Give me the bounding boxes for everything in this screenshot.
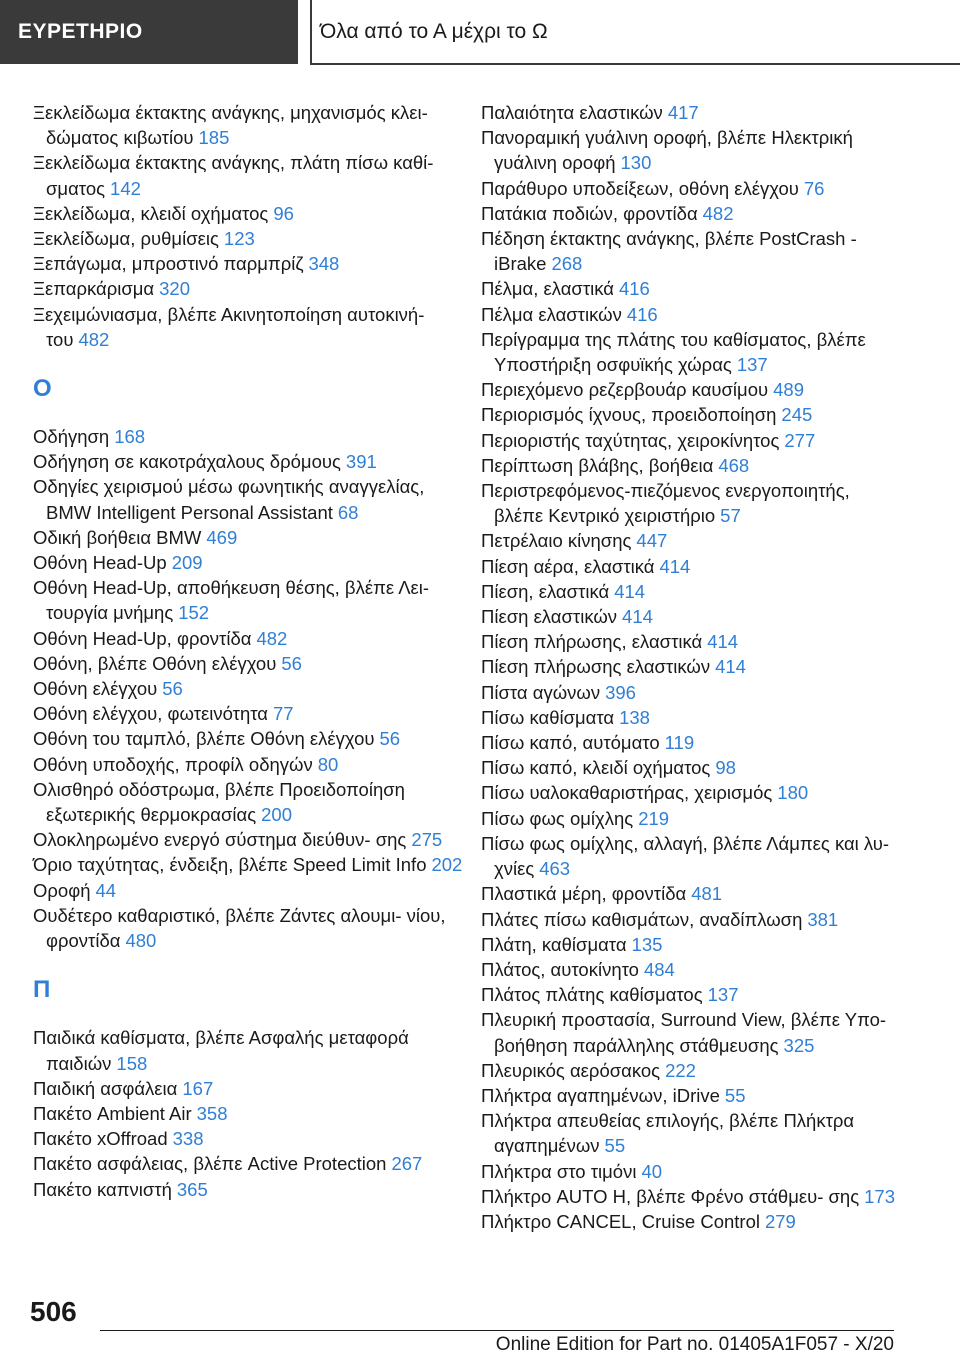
index-entry-text: Οθόνη Head-Up	[33, 552, 167, 574]
index-entry-page-link[interactable]: 414	[622, 606, 653, 628]
index-entry-text: Πατάκια ποδιών, φροντίδα	[481, 202, 698, 224]
index-entry-text: Ξεκλείδωμα έκτακτης ανάγκης, μηχανισμός κλει- δώματος κιβωτίου	[33, 102, 428, 149]
index-entry-text: Οθόνη ελέγχου, φωτεινότητα	[33, 703, 268, 725]
index-entry	[481, 1184, 901, 1209]
index-entry-page-link[interactable]: 481	[691, 883, 723, 905]
index-entry-text: Παράθυρο υποδείξεων, οθόνη ελέγχου	[481, 177, 799, 199]
index-entry-text: Πλάτη, καθίσματα	[481, 933, 627, 955]
index-entry	[481, 1083, 901, 1108]
index-entry-page-link[interactable]: 135	[631, 933, 663, 955]
footer-rule	[100, 1330, 894, 1331]
index-entry	[481, 982, 901, 1007]
index-entry-page-link[interactable]: 277	[784, 429, 816, 451]
index-entry-text: Οροφή	[33, 879, 91, 901]
index-entry-page-link[interactable]: 338	[172, 1128, 204, 1150]
index-entry	[481, 528, 901, 553]
index-entry-text: Πλάτος, αυτοκίνητο	[481, 958, 639, 980]
index-entry-text: Ουδέτερο καθαριστικό, βλέπε Ζάντες αλουμι- νίου, φροντίδα	[33, 904, 446, 952]
index-entry-text: Πίεση ελαστικών	[481, 606, 618, 628]
index-entry-text: Πακέτο καπνιστή	[33, 1178, 172, 1200]
index-entry-text: Οδήγηση σε κακοτράχαλους δρόμους	[33, 451, 341, 473]
index-entry	[33, 150, 463, 200]
index-column-right	[481, 100, 901, 1234]
index-entry-text: Ξεκλείδωμα, ρυθμίσεις	[33, 228, 219, 250]
index-entry-page-link[interactable]: 358	[196, 1102, 228, 1124]
index-entry-page-link[interactable]: 96	[273, 202, 294, 224]
index-entry	[33, 276, 463, 301]
index-entry-text: Πέλμα ελαστικών	[481, 303, 622, 325]
index-entry-text: Πέλμα, ελαστικά	[481, 278, 614, 300]
index-entry-text: Πλάτες πίσω καθισμάτων, αναδίπλωση	[481, 908, 803, 930]
index-entry-text: Πίσω υαλοκαθαριστήρας, χειρισμός	[481, 782, 773, 804]
index-entry	[481, 226, 901, 276]
index-entry-text: Πίσω καπό, αυτόματο	[481, 732, 660, 754]
index-entry	[33, 100, 463, 150]
index-entry	[481, 478, 901, 528]
index-entry-text: Πίστα αγώνων	[481, 681, 601, 703]
index-entry	[481, 881, 901, 906]
index-entry	[481, 907, 901, 932]
index-entry-page-link[interactable]: 68	[337, 501, 359, 523]
index-entry	[481, 1159, 901, 1184]
index-entry-page-link[interactable]: 168	[114, 426, 146, 448]
index-entry-page-link[interactable]: 489	[773, 379, 804, 401]
index-entry-text: Οθόνη Head-Up, φροντίδα	[33, 627, 252, 649]
index-entry	[481, 201, 901, 226]
index-entry-page-link[interactable]: 414	[707, 631, 739, 653]
index-entry-text: Πλήκτρο CANCEL, Cruise Control	[481, 1210, 760, 1232]
header	[0, 0, 960, 66]
index-entry-text: Πλαστικά μέρη, φροντίδα	[481, 883, 687, 905]
tab-a-to-z[interactable]: Όλα από το Α μέχρι το Ω	[320, 20, 548, 43]
index-entry-page-link[interactable]: 209	[171, 552, 203, 574]
index-entry-page-link[interactable]: 130	[620, 152, 652, 174]
index-entry-page-link[interactable]: 152	[178, 602, 210, 624]
letter-heading-p: Π	[33, 976, 51, 1004]
index-entry-page-link[interactable]: 348	[308, 253, 340, 275]
index-entry	[481, 579, 901, 604]
index-entry-page-link[interactable]: 268	[551, 253, 583, 275]
index-entry-text: Ξεπάγωμα, μπροστινό παρμπρίζ	[33, 253, 304, 275]
index-entry	[481, 125, 901, 175]
index-entry	[481, 680, 901, 705]
index-entry-page-link[interactable]: 76	[803, 177, 825, 199]
index-entry	[33, 550, 463, 575]
index-entry-text: Πίσω καθίσματα	[481, 706, 615, 728]
index-entry	[33, 1177, 463, 1202]
index-entry-text: Οθόνη, βλέπε Οθόνη ελέγχου	[33, 652, 277, 674]
index-entry	[33, 525, 463, 550]
index-entry-page-link[interactable]: 469	[206, 526, 238, 548]
index-entry-page-link[interactable]: 219	[638, 807, 670, 829]
index-entry-page-link[interactable]: 414	[715, 656, 746, 678]
index-entry	[481, 730, 901, 755]
index-entry-page-link[interactable]: 482	[256, 627, 288, 649]
index-entry-page-link[interactable]: 173	[864, 1185, 896, 1207]
index-entry	[33, 676, 463, 701]
index-entry-page-link[interactable]: 200	[261, 804, 292, 826]
index-block-p-continued	[481, 100, 901, 1234]
index-entry-page-link[interactable]: 119	[664, 732, 695, 754]
index-block-o	[33, 424, 463, 953]
index-entry-page-link[interactable]: 482	[702, 202, 734, 224]
page-number: 506	[30, 1296, 77, 1327]
index-entry-text: Πίεση, ελαστικά	[481, 580, 610, 602]
index-entry-text: Περίπτωση βλάβης, βοήθεια	[481, 454, 714, 476]
index-entry-page-link[interactable]: 414	[614, 580, 646, 602]
index-entry-text: Πλευρικός αερόσακος	[481, 1059, 661, 1081]
index-entry-text: Οθόνη του ταμπλό, βλέπε Οθόνη ελέγχου	[33, 728, 375, 750]
index-entry	[481, 302, 901, 327]
index-entry-page-link[interactable]: 167	[182, 1077, 214, 1099]
index-entry-text: Ολοκληρωμένο ενεργό σύστημα διεύθυν- σης	[33, 829, 407, 851]
index-entry	[481, 806, 901, 831]
index-entry-page-link[interactable]: 482	[78, 328, 110, 350]
index-entry-text: Πακέτο ασφάλειας, βλέπε Active Protection	[33, 1153, 387, 1175]
index-entry-text: Πλευρική προστασία, Surround View, βλέπε Υπο- βοήθηση παράλληλης στάθμευσης	[481, 1009, 887, 1056]
index-entry	[33, 575, 463, 625]
index-entry-text: Πλήκτρο AUTO H, βλέπε Φρένο στάθμευ- σης	[481, 1185, 860, 1207]
index-entry	[481, 1209, 901, 1234]
index-entry	[33, 878, 463, 903]
index-entry	[481, 276, 901, 301]
index-entry-page-link[interactable]: 40	[641, 1160, 663, 1182]
index-entry	[481, 327, 901, 377]
index-entry	[33, 449, 463, 474]
index-entry	[481, 654, 901, 679]
index-entry-text: Ξεκλείδωμα έκτακτης ανάγκης, πλάτη πίσω καθί- σματος	[33, 152, 434, 199]
tab-index[interactable]: ΕΥΡΕΤΗΡΙΟ	[0, 0, 298, 64]
index-entry-page-link[interactable]: 245	[781, 404, 813, 426]
index-entry-page-link[interactable]: 468	[718, 454, 750, 476]
index-entry	[481, 1007, 901, 1057]
index-entry	[33, 1151, 463, 1176]
index-entry-page-link[interactable]: 44	[95, 879, 117, 901]
index-entry	[33, 302, 463, 352]
index-entry-text: Πλήκτρα στο τιμόνι	[481, 1160, 637, 1182]
index-entry	[481, 453, 901, 478]
index-entry	[33, 201, 463, 226]
index-entry-text: Πετρέλαιο κίνησης	[481, 530, 632, 552]
index-entry-page-link[interactable]: 396	[605, 681, 636, 703]
index-entry-text: Πίσω φως ομίχλης, αλλαγή, βλέπε Λάμπες και λυ- χνίες	[481, 832, 890, 880]
index-entry	[481, 428, 901, 453]
index-entry-text: Περιοριστής ταχύτητας, χειροκίνητος	[481, 429, 780, 451]
index-entry	[33, 424, 463, 449]
index-entry-text: Πακέτο xOffroad	[33, 1128, 168, 1150]
index-entry-page-link[interactable]: 180	[777, 782, 809, 804]
index-entry-page-link[interactable]: 137	[736, 354, 768, 376]
index-entry-text: Ξεκλείδωμα, κλειδί οχήματος	[33, 202, 269, 224]
index-entry	[33, 903, 463, 953]
index-entry-page-link[interactable]: 381	[807, 908, 839, 930]
index-entry-page-link[interactable]: 202	[431, 854, 463, 876]
index-entry-page-link[interactable]: 325	[783, 1034, 815, 1056]
index-entry-text: Πλάτος πλάτης καθίσματος	[481, 984, 703, 1006]
index-entry-page-link[interactable]: 80	[317, 753, 339, 775]
index-entry-page-link[interactable]: 267	[391, 1153, 423, 1175]
index-entry	[481, 176, 901, 201]
index-entry-text: Οδική βοήθεια BMW	[33, 526, 202, 548]
index-entry-page-link[interactable]: 138	[619, 706, 650, 728]
index-entry-page-link[interactable]: 480	[125, 930, 157, 952]
index-entry-text: Πίσω καπό, κλειδί οχήματος	[481, 757, 711, 779]
index-entry	[33, 777, 463, 827]
index-entry-text: Πλήκτρα αγαπημένων, iDrive	[481, 1084, 720, 1106]
index-entry-text: Οθόνη Head-Up, αποθήκευση θέσης, βλέπε Λει- τουργία μνήμης	[33, 577, 430, 624]
index-entry-text: Οθόνη υποδοχής, προφίλ οδηγών	[33, 753, 313, 775]
index-entry-page-link[interactable]: 55	[724, 1084, 746, 1106]
index-entry-page-link[interactable]: 275	[411, 829, 443, 851]
index-entry-text: Πίεση πλήρωσης, ελαστικά	[481, 631, 703, 653]
index-entry	[481, 629, 901, 654]
index-entry-page-link[interactable]: 158	[116, 1052, 148, 1074]
index-block-p	[33, 1025, 463, 1201]
index-entry-page-link[interactable]: 463	[539, 858, 571, 880]
index-entry	[481, 402, 901, 427]
index-entry-text: Πανοραμική γυάλινη οροφή, βλέπε Ηλεκτρική γυάλινη οροφή	[481, 127, 853, 174]
index-entry	[33, 852, 463, 877]
index-entry-text: Περιορισμός ίχνους, προειδοποίηση	[481, 404, 777, 426]
index-entry-text: Παλαιότητα ελαστικών	[481, 102, 663, 123]
index-entry-text: Πακέτο Ambient Air	[33, 1102, 192, 1124]
index-entry	[33, 626, 463, 651]
index-entry-page-link[interactable]: 391	[345, 451, 377, 473]
index-block-xi	[33, 100, 463, 352]
index-entry-page-link[interactable]: 98	[715, 757, 736, 779]
index-entry-text: Πλήκτρα απευθείας επιλογής, βλέπε Πλήκτρα αγαπημένων	[481, 1110, 855, 1157]
index-entry	[481, 377, 901, 402]
index-entry-text: Πίεση αέρα, ελαστικά	[481, 555, 655, 577]
index-entry-page-link[interactable]: 417	[667, 102, 699, 123]
index-entry-text: Πίσω φως ομίχλης	[481, 807, 634, 829]
index-entry-page-link[interactable]: 123	[223, 228, 255, 250]
index-entry-page-link[interactable]: 414	[659, 555, 691, 577]
index-entry-page-link[interactable]: 365	[176, 1178, 208, 1200]
index-entry-text: Οθόνη ελέγχου	[33, 678, 158, 700]
index-entry	[481, 100, 901, 125]
index-entry	[481, 780, 901, 805]
index-entry-page-link[interactable]: 57	[720, 505, 741, 527]
index-entry-page-link[interactable]: 484	[643, 958, 675, 980]
index-entry-text: Περίγραμμα της πλάτης του καθίσματος, βλέπε Υποστήριξη οσφυϊκής χώρας	[481, 328, 866, 376]
index-entry-page-link[interactable]: 142	[110, 177, 141, 199]
index-entry	[481, 932, 901, 957]
index-entry-page-link[interactable]: 77	[273, 703, 294, 725]
index-entry-page-link[interactable]: 416	[626, 303, 658, 325]
index-entry	[33, 1025, 463, 1075]
index-entry-text: Ξεπαρκάρισμα	[33, 278, 155, 300]
index-entry-page-link[interactable]: 320	[159, 278, 190, 300]
index-entry	[481, 705, 901, 730]
index-entry-page-link[interactable]: 56	[379, 728, 401, 750]
index-entry	[481, 755, 901, 780]
index-entry-page-link[interactable]: 56	[281, 652, 302, 674]
index-entry	[33, 1076, 463, 1101]
index-entry-page-link[interactable]: 56	[162, 678, 183, 700]
index-entry	[33, 651, 463, 676]
index-entry-page-link[interactable]: 185	[198, 127, 230, 149]
index-entry	[33, 726, 463, 751]
index-entry-text: Όριο ταχύτητας, ένδειξη, βλέπε Speed Limit Info	[33, 854, 427, 876]
index-entry-page-link[interactable]: 137	[707, 984, 739, 1006]
index-entry	[33, 474, 463, 524]
index-entry-page-link[interactable]: 447	[636, 530, 668, 552]
index-entry	[33, 251, 463, 276]
edition-text: Online Edition for Part no. 01405A1F057 - X/20	[495, 1334, 894, 1355]
index-column-left	[33, 100, 463, 1202]
index-entry	[481, 604, 901, 629]
index-entry-text: Παιδική ασφάλεια	[33, 1077, 178, 1099]
index-entry	[33, 1101, 463, 1126]
letter-heading-o: Ο	[33, 375, 52, 403]
index-entry-text: Οδηγίες χειρισμού μέσω φωνητικής αναγγελίας, BMW Intelligent Personal Assistant	[33, 476, 425, 523]
index-entry-text: Ξεχειμώνιασμα, βλέπε Ακινητοποίηση αυτοκινή- του	[33, 303, 425, 350]
index-entry-page-link[interactable]: 416	[618, 278, 650, 300]
index-entry-text: Περιεχόμενο ρεζερβουάρ καυσίμου	[481, 379, 769, 401]
index-entry-text: Περιστρεφόμενος-πιεζόμενος ενεργοποιητής, βλέπε Κεντρικό χειριστήριο	[481, 480, 850, 527]
index-entry	[33, 1126, 463, 1151]
index-entry	[33, 701, 463, 726]
index-entry-text: Οδήγηση	[33, 426, 110, 448]
index-entry-text: Ολισθηρό οδόστρωμα, βλέπε Προειδοποίηση εξωτερικής θερμοκρασίας	[33, 778, 405, 826]
index-entry	[481, 554, 901, 579]
index-entry	[33, 752, 463, 777]
index-entry	[33, 827, 463, 852]
index-entry	[481, 1058, 901, 1083]
index-entry	[481, 1108, 901, 1158]
index-entry-page-link[interactable]: 279	[764, 1210, 796, 1232]
index-entry-text: Παιδικά καθίσματα, βλέπε Ασφαλής μεταφορά παιδιών	[33, 1027, 409, 1074]
index-entry-text: Πέδηση έκτακτης ανάγκης, βλέπε PostCrash - iBrake	[481, 228, 857, 275]
index-entry-page-link[interactable]: 222	[665, 1059, 696, 1081]
index-entry	[481, 831, 901, 881]
index-entry	[33, 226, 463, 251]
index-entry-page-link[interactable]: 55	[604, 1135, 626, 1157]
index-entry-text: Πίεση πλήρωσης ελαστικών	[481, 656, 711, 678]
index-entry	[481, 957, 901, 982]
